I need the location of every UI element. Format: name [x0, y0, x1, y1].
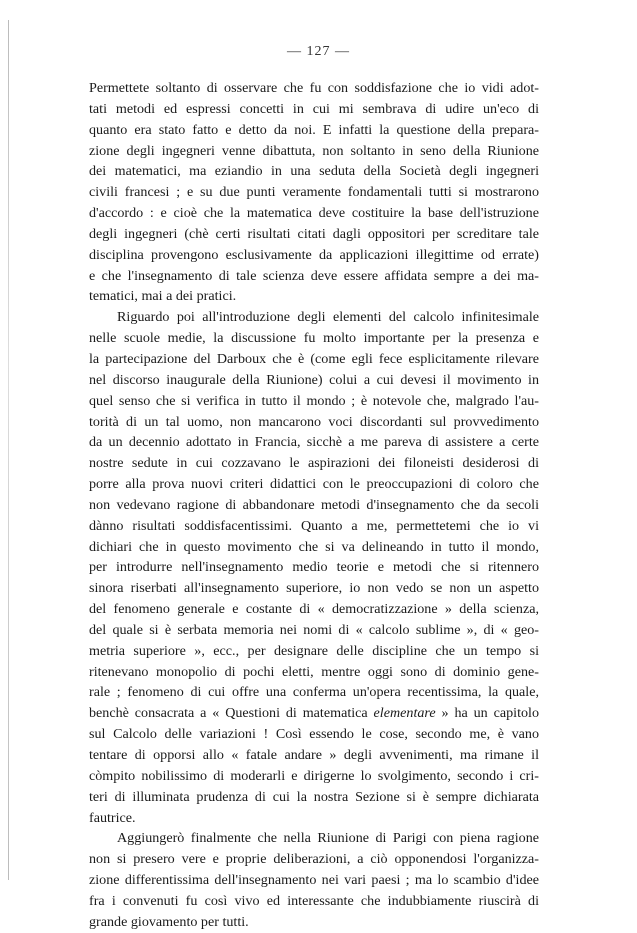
- text-line: fra i convenuti fu così vivo ed interessante che indubbiamente riuscirà di: [89, 892, 539, 909]
- text-line: e che l'insegnamento di tale scienza deve essere affidata sempre a dei ma-: [89, 267, 539, 284]
- text-line: ritenevano monopolio di pochi eletti, mentre oggi sono di dominio gene-: [89, 663, 539, 680]
- text-line: sinora riserbati all'insegnamento superiore, io non vedo se non un aspetto: [89, 580, 539, 597]
- text-line: quel senso che si verifica in tutto il mondo ; è notevole che, malgrado l'au-: [89, 392, 539, 409]
- text-line: dànno risultati soddisfacentissimi. Quanto a me, permettetemi che io vi: [89, 517, 539, 534]
- text-line: d'accordo : e cioè che la matematica deve costituire la base dell'istruzione: [89, 205, 539, 222]
- paragraph-3: [89, 828, 539, 932]
- text-line: nostre sedute in cui cozzavano le aspirazioni dei filoneisti desiderosi di: [89, 455, 539, 472]
- text-span: benchè consacrata a « Questioni di matematica: [89, 705, 374, 722]
- paragraph-2: [89, 307, 539, 828]
- text-line: [89, 703, 539, 724]
- text-line: non si presero vere e proprie deliberazioni, a ciò opponendosi l'organizza-: [89, 851, 539, 868]
- text-line: sul Calcolo delle variazioni ! Così essendo le cose, secondo me, è vano: [89, 726, 539, 743]
- text-line: quanto era stato fatto e detto da noi. E infatti la questione della prepara-: [89, 121, 539, 138]
- text-line: Aggiungerò finalmente che nella Riunione di Parigi con piena ragione: [117, 830, 539, 847]
- page-edge-shadow: [8, 20, 9, 880]
- text-line: porre alla prova nuovi criteri didattici con le preoccupazioni di coloro che: [89, 476, 539, 493]
- text-line: nelle scuole medie, la discussione fu molto importante per la presenza e: [89, 330, 539, 347]
- paragraph-1: [89, 78, 539, 307]
- text-line: teri di illuminata prudenza di cui la nostra Sezione si è sempre dichiarata: [89, 788, 539, 805]
- text-line: dichiari che in questo movimento che si va delineando in tutto il mondo,: [89, 538, 539, 555]
- text-line: disciplina provengono esclusivamente da applicazioni illegittime od errate): [89, 246, 539, 263]
- text-line: metria superiore », ecc., per designare delle discipline che un tempo si: [89, 642, 539, 659]
- text-line: zione degli ingegneri venne dibattuta, non soltanto in seno della Riunione: [89, 142, 539, 159]
- text-line: nel discorso inaugurale della Riunione) colui a cui devesi il movimento in: [89, 371, 539, 388]
- text-line: la partecipazione del Darboux che è (come egli fece esplicitamente rilevare: [89, 350, 539, 367]
- text-line: Riguardo poi all'introduzione degli elementi del calcolo infinitesimale: [117, 309, 539, 326]
- text-line: per introdurre nell'insegnamento medio teorie e metodi che si ritennero: [89, 559, 539, 576]
- text-line: tentare di opporsi allo « fatale andare » degli avvenimenti, ma rimane il: [89, 747, 539, 763]
- page-number: — 127 —: [287, 44, 350, 59]
- body-text: [89, 78, 539, 933]
- text-line: degli ingegneri (chè certi risultati citati dagli oppositori per screditare tale: [89, 225, 539, 242]
- text-line: tematici, mai a dei pratici.: [89, 288, 237, 305]
- text-line: tati metodi ed espressi concetti in cui mi sembrava di udire un'eco di: [89, 100, 539, 117]
- text-span: » ha un capitolo: [435, 705, 539, 722]
- text-line: còmpito nobilissimo di moderarli e dirigerne lo svolgimento, secondo i cri-: [89, 767, 539, 784]
- text-line: civili francesi ; e su due punti veramente fondamentali tutti si mostrarono: [89, 184, 539, 201]
- text-line: del fenomeno generale e costante di « democratizzazione » della scienza,: [89, 601, 539, 618]
- text-line: zione differentissima dell'insegnamento nei vari paesi ; ma lo scambio d'idee: [89, 872, 539, 889]
- text-line: torità di un tal uomo, non mancarono voci discordanti sul provvedimento: [89, 413, 539, 430]
- text-line: fautrice.: [89, 809, 136, 826]
- text-line: rale ; fenomeno di cui offre una conferma un'opera recentissima, la quale,: [89, 684, 539, 701]
- text-line: non vedevano ragione di abbandonare metodi d'insegnamento che da secoli: [89, 496, 539, 513]
- text-line: Permettete soltanto di osservare che fu con soddisfazione che io vidi adot-: [89, 80, 539, 96]
- text-line: dei matematici, ma eziandio in una seduta della Società degli ingegneri: [89, 163, 539, 180]
- text-line: da un decennio adottato in Francia, sicchè a me pareva di assistere a certe: [89, 434, 539, 451]
- emphasized-text: elementare: [373, 705, 436, 722]
- text-line: grande giovamento per tutti.: [89, 913, 249, 930]
- text-line: del quale si è serbata memoria nei nomi di « calcolo sublime », di « geo-: [89, 621, 539, 638]
